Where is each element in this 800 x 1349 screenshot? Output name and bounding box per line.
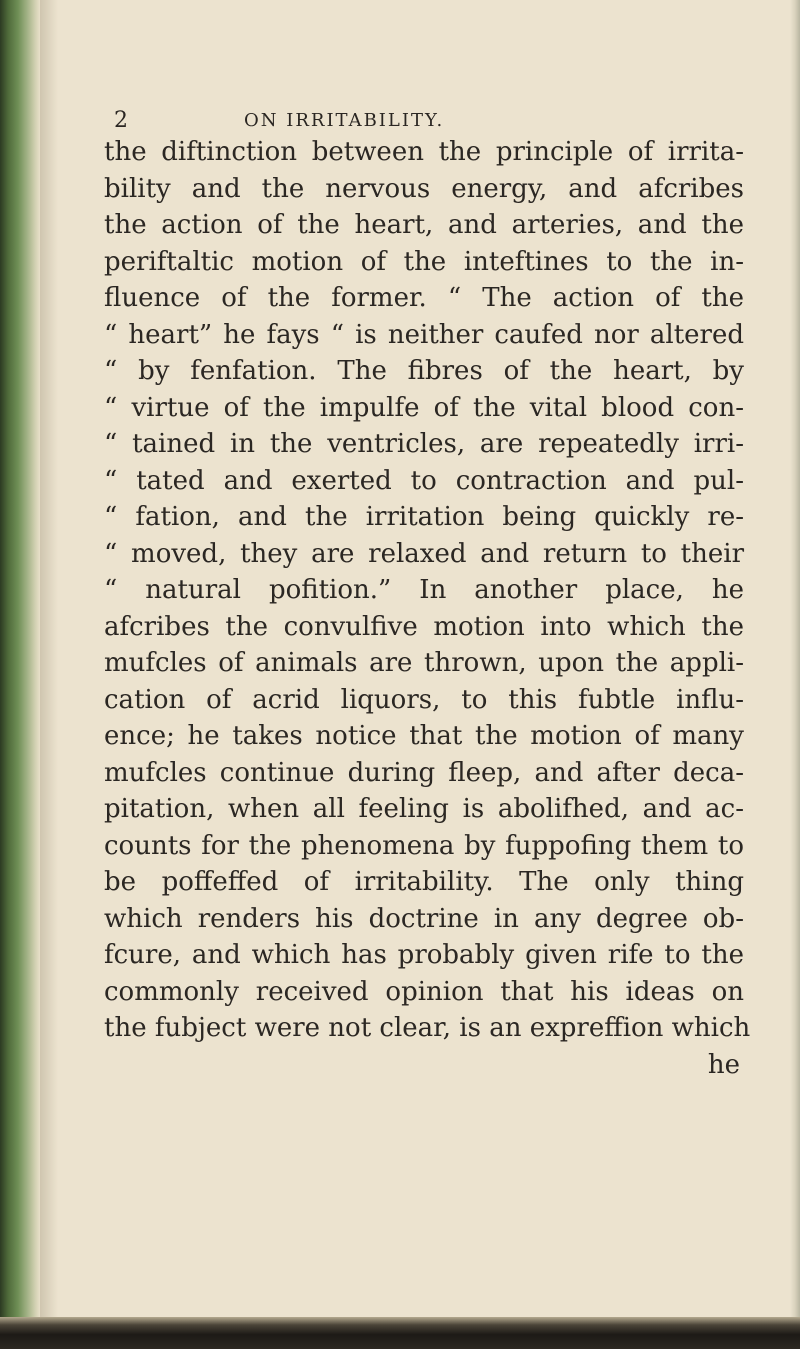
text-line: “ virtue of the impulfe of the vital blood con- xyxy=(104,392,744,423)
page-bottom-edge xyxy=(0,1317,800,1349)
text-line: “ tained in the ventricles, are repeatedly irri- xyxy=(104,429,744,459)
text-line: fcure, and which has probably given rife to the xyxy=(104,940,744,970)
page-number: 2 xyxy=(114,108,128,133)
text-line: bility and the nervous energy, and afcribes xyxy=(104,173,744,204)
text-line: “ fation, and the irritation being quickly re- xyxy=(104,502,744,532)
text-line: commonly received opinion that his ideas on xyxy=(104,976,744,1007)
text-line: periftaltic motion of the inteftines to the in- xyxy=(104,246,744,277)
text-line: the diftinction between the principle of irrita- xyxy=(104,137,744,167)
text-line: fluence of the former. “ The action of the xyxy=(104,283,744,313)
book-gutter xyxy=(0,0,40,1349)
text-line: “ natural pofition.” In another place, he xyxy=(104,575,744,605)
text-line: counts for the phenomena by fuppofing them to xyxy=(104,830,744,861)
running-head: ON IRRITABILITY. xyxy=(244,110,445,131)
text-line: the fubject were not clear, is an expreffion which xyxy=(104,1013,751,1043)
catchword: he xyxy=(707,1049,740,1080)
text-line: ence; he takes notice that the motion of many xyxy=(104,721,744,751)
text-line: afcribes the convulfive motion into which the xyxy=(104,611,744,642)
text-line: mufcles continue during fleep, and after deca- xyxy=(104,757,744,788)
text-line: be poffeffed of irritability. The only thing xyxy=(104,867,744,897)
body-text xyxy=(104,134,751,1083)
text-line: “ tated and exerted to contraction and pul- xyxy=(104,465,744,496)
text-line: pitation, when all feeling is abolifhed, and ac- xyxy=(104,794,744,824)
text-line: which renders his doctrine in any degree ob- xyxy=(104,903,744,934)
gutter-shadow xyxy=(40,0,58,1349)
text-line: “ heart” he fays “ is neither caufed nor altered xyxy=(104,319,744,350)
text-line: “ moved, they are relaxed and return to their xyxy=(104,538,744,569)
text-line: “ by fenfation. The fibres of the heart, by xyxy=(104,356,744,386)
text-line: cation of acrid liquors, to this fubtle influ- xyxy=(104,684,744,715)
page-header xyxy=(104,104,744,134)
book-page xyxy=(104,104,751,1083)
page-right-edge xyxy=(790,0,800,1349)
text-line: mufcles of animals are thrown, upon the appli- xyxy=(104,648,744,678)
text-line: the action of the heart, and arteries, and the xyxy=(104,210,744,240)
